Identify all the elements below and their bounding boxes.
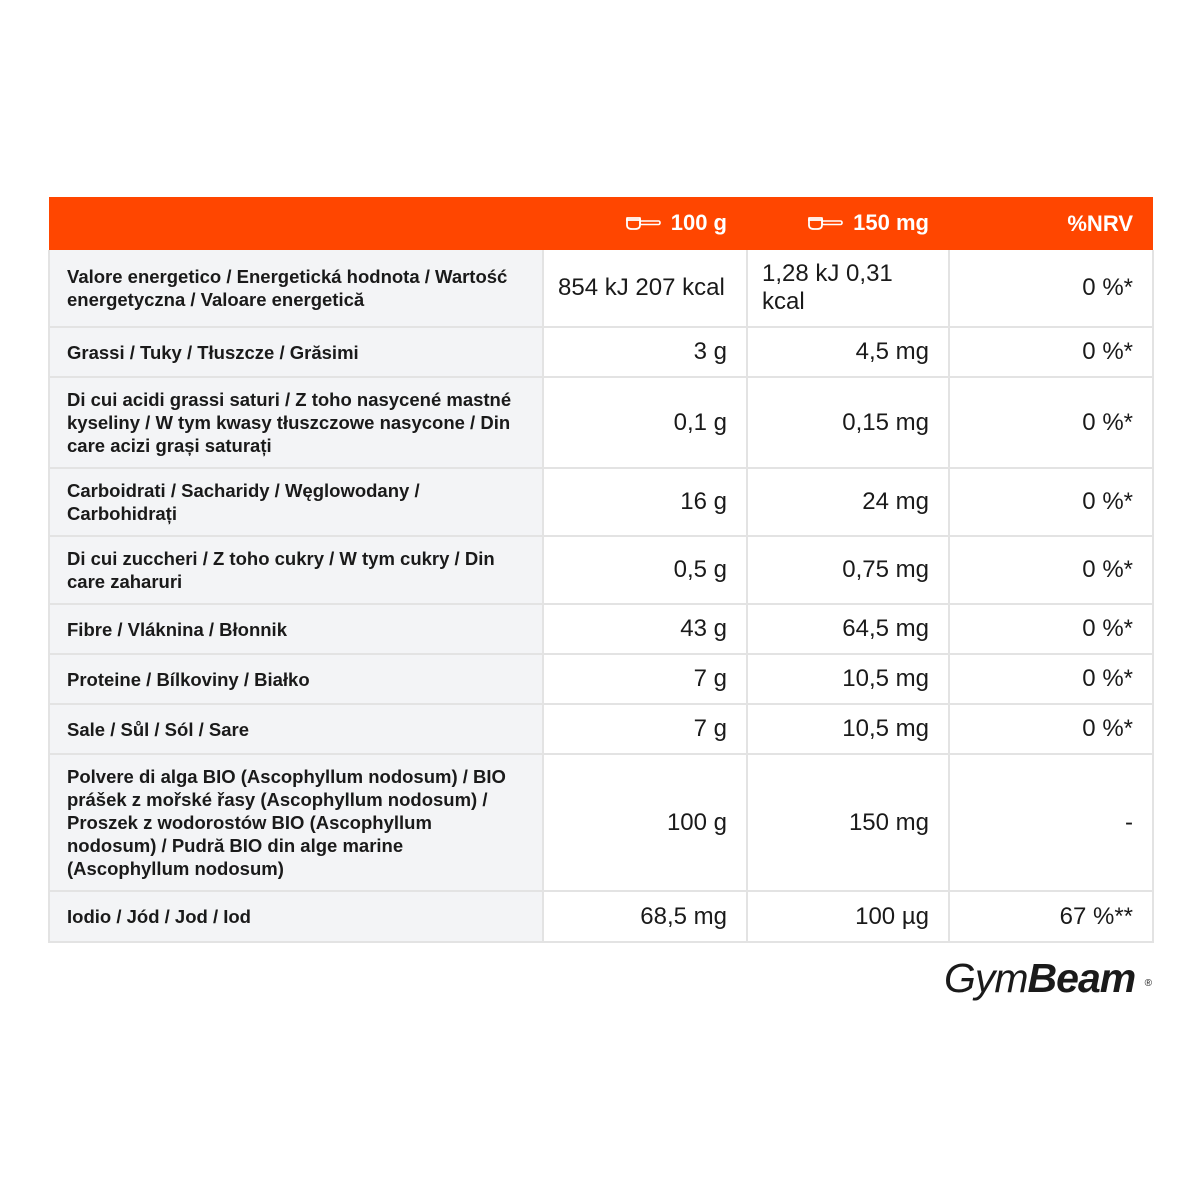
table-row [49,604,1153,654]
value-per-100g: 43 g [543,604,747,654]
nutrient-name: Sale / Sůl / Sól / Sare [49,704,543,754]
table-row [49,654,1153,704]
nutrient-name: Iodio / Jód / Jod / Iod [49,891,543,942]
value-per-serving: 4,5 mg [747,327,949,377]
registered-mark: ® [1144,978,1152,989]
value-nrv: 0 %* [949,604,1153,654]
header-per-serving-label: 150 mg [853,210,929,235]
value-per-100g: 0,5 g [543,536,747,604]
nutrient-name: Proteine / Bílkoviny / Białko [49,654,543,704]
value-nrv: 0 %* [949,468,1153,536]
table-header [49,197,1153,250]
header-row [49,197,1153,250]
nutrient-name: Polvere di alga BIO (Ascophyllum nodosum) / BIO prášek z mořské řasy (Ascophyllum nodosum) / Proszek z wodorostów BIO (Ascophyllum nodosum) / Pudră BIO din alge marine (Ascophyllum nodosum) [49,754,543,891]
table-row [49,377,1153,468]
logo-text-beam: Beam [1027,955,1136,1001]
value-per-100g: 854 kJ 207 kcal [543,250,747,327]
value-nrv: 0 %* [949,377,1153,468]
table-row [49,327,1153,377]
nutrient-name: Valore energetico / Energetická hodnota / Wartość energetyczna / Valoare energetică [49,250,543,327]
value-per-serving: 24 mg [747,468,949,536]
nutrient-name: Carboidrati / Sacharidy / Węglowodany / Carbohidrați [49,468,543,536]
table-body [49,250,1153,942]
header-per-100g-label: 100 g [670,210,727,235]
gymbeam-logo [944,952,1154,1012]
value-nrv: 0 %* [949,327,1153,377]
value-per-serving: 64,5 mg [747,604,949,654]
value-per-serving: 0,75 mg [747,536,949,604]
nutrient-name: Grassi / Tuky / Tłuszcze / Grăsimi [49,327,543,377]
value-per-100g: 7 g [543,654,747,704]
value-per-100g: 3 g [543,327,747,377]
table-row [49,704,1153,754]
table-row [49,250,1153,327]
header-per-100g [543,197,747,250]
value-nrv: 0 %* [949,250,1153,327]
scoop-icon [625,215,661,231]
value-per-serving: 1,28 kJ 0,31 kcal [747,250,949,327]
nutrition-table [48,197,1154,943]
nutrient-name: Di cui zuccheri / Z toho cukry / W tym cukry / Din care zaharuri [49,536,543,604]
value-per-serving: 100 µg [747,891,949,942]
scoop-icon [807,215,843,231]
nutrient-name: Fibre / Vláknina / Błonnik [49,604,543,654]
value-nrv: 0 %* [949,704,1153,754]
header-per-serving [747,197,949,250]
value-nrv: 67 %** [949,891,1153,942]
value-nrv: 0 %* [949,654,1153,704]
value-nrv: 0 %* [949,536,1153,604]
header-blank-cell [49,197,543,250]
value-per-100g: 7 g [543,704,747,754]
value-per-serving: 10,5 mg [747,654,949,704]
value-per-100g: 0,1 g [543,377,747,468]
value-per-100g: 68,5 mg [543,891,747,942]
table-row [49,754,1153,891]
table-row [49,891,1153,942]
header-nrv: %NRV [1067,210,1133,236]
value-nrv: - [949,754,1153,891]
nutrition-table-container [48,197,1152,943]
logo-text-gym: Gym [944,955,1028,1001]
nutrient-name: Di cui acidi grassi saturi / Z toho nasycené mastné kyseliny / W tym kwasy tłuszczowe nasycone / Din care acizi grași saturați [49,377,543,468]
value-per-serving: 10,5 mg [747,704,949,754]
value-per-serving: 0,15 mg [747,377,949,468]
table-row [49,536,1153,604]
value-per-100g: 16 g [543,468,747,536]
value-per-serving: 150 mg [747,754,949,891]
value-per-100g: 100 g [543,754,747,891]
table-row [49,468,1153,536]
